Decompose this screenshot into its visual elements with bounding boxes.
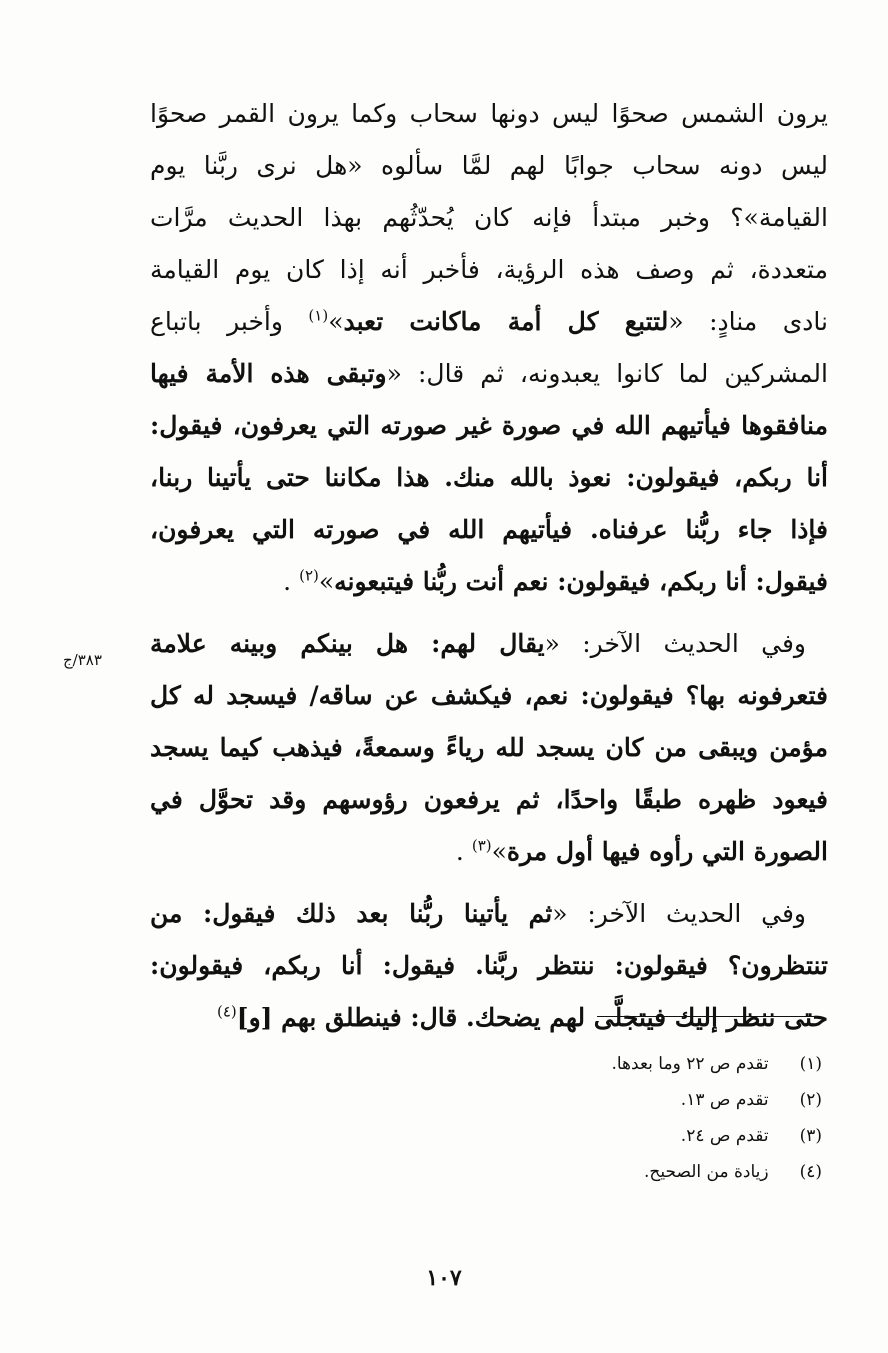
footnote bbox=[122, 1082, 822, 1118]
hadith-quote: منافقوها فيأتيهم الله في صورة غير صورته التي يعرفون، فيقول: bbox=[150, 411, 828, 440]
text-line bbox=[150, 556, 828, 608]
text-segment: وفي الحديث الآخر: « bbox=[544, 629, 806, 658]
margin-note: ٣٨٣/ج bbox=[63, 651, 102, 669]
text-line bbox=[150, 992, 828, 1044]
text-line bbox=[150, 452, 828, 504]
text-segment: » bbox=[318, 567, 335, 596]
footnote-text: تقدم ص ١٣. bbox=[680, 1090, 769, 1110]
footnote-text: تقدم ص ٢٤. bbox=[680, 1126, 769, 1146]
hadith-quote: أنا ربكم، فيقولون: نعوذ بالله منك. هذا مكاننا حتى يأتينا ربنا، bbox=[150, 463, 828, 492]
text-line bbox=[150, 826, 828, 878]
text-line bbox=[150, 940, 828, 992]
footnote-number: (٢) bbox=[799, 1090, 822, 1110]
text-segment: » bbox=[491, 837, 507, 866]
text-line bbox=[150, 296, 828, 348]
hadith-quote: الصورة التي رأوه فيها أول مرة bbox=[506, 837, 828, 866]
paragraph-gap bbox=[150, 608, 828, 618]
hadith-quote: يقال لهم: هل بينكم وبينه علامة bbox=[150, 629, 545, 658]
footnote-number: (٣) bbox=[799, 1126, 822, 1146]
hadith-quote: فيقول: أنا ربكم، فيقولون: نعم أنت ربُّنا فيتبعونه bbox=[334, 567, 828, 596]
hadith-quote: فإذا جاء ربُّنا عرفناه. فيأتيهم الله في صورته التي يعرفون، bbox=[150, 515, 828, 544]
text-line bbox=[150, 618, 828, 670]
text-segment: القيامة»؟ وخبر مبتدأ فإنه كان يُحدّثُهم بهذا الحديث مرَّات bbox=[150, 203, 828, 232]
text-line bbox=[150, 88, 828, 140]
text-line bbox=[150, 348, 828, 400]
footnote-ref[interactable]: (١) bbox=[308, 306, 329, 325]
footnote bbox=[122, 1118, 822, 1154]
text-line bbox=[150, 670, 828, 722]
text-segment: متعددة، ثم وصف هذه الرؤية، فأخبر أنه إذا كان يوم القيامة bbox=[150, 255, 828, 284]
footnote-number: (٤) bbox=[799, 1162, 822, 1182]
footnote-separator bbox=[597, 1016, 818, 1017]
footnote-text: زيادة من الصحيح. bbox=[644, 1162, 769, 1182]
text-line bbox=[150, 722, 828, 774]
hadith-quote: فيعود ظهره طبقًا واحدًا، ثم يرفعون رؤوسهم وقد تحوَّل في bbox=[150, 785, 828, 814]
text-segment: . bbox=[283, 567, 300, 596]
footnote-ref[interactable]: (٣) bbox=[471, 836, 492, 855]
footnote-ref[interactable]: (٢) bbox=[299, 566, 319, 585]
hadith-quote: حتى ننظر إليك فيتجلَّى لهم يضحك. قال: فينطلق بهم [و] bbox=[236, 1003, 828, 1032]
text-line bbox=[150, 888, 828, 940]
text-line bbox=[150, 774, 828, 826]
text-line bbox=[150, 400, 828, 452]
text-segment: وفي الحديث الآخر: « bbox=[552, 899, 806, 928]
footnotes bbox=[122, 1046, 822, 1190]
hadith-quote: فتعرفونه بها؟ فيقولون: نعم، فيكشف عن ساقه/ فيسجد له كل bbox=[150, 681, 828, 710]
text-segment: نادى منادٍ: « bbox=[668, 307, 828, 336]
text-line bbox=[150, 140, 828, 192]
footnote bbox=[122, 1046, 822, 1082]
page-number: ١٠٧ bbox=[426, 1265, 462, 1291]
text-line bbox=[150, 244, 828, 296]
text-segment: وأخبر باتباع bbox=[150, 307, 309, 336]
footnote-text: تقدم ص ٢٢ وما بعدها. bbox=[611, 1054, 769, 1074]
body-text bbox=[150, 88, 828, 1044]
text-segment: يرون الشمس صحوًا ليس دونها سحاب وكما يرون القمر صحوًا bbox=[150, 99, 828, 128]
paragraph-gap bbox=[150, 878, 828, 888]
footnote-number: (١) bbox=[799, 1054, 822, 1074]
text-segment: » bbox=[328, 307, 344, 336]
text-segment: ليس دونه سحاب جوابًا لهم لمَّا سألوه «هل نرى ربَّنا يوم bbox=[150, 151, 828, 180]
hadith-quote: لتتبع كل أمة ماكانت تعبد bbox=[343, 307, 669, 336]
hadith-quote: ثم يأتينا ربُّنا بعد ذلك فيقول: من bbox=[150, 899, 553, 928]
text-segment: . bbox=[455, 837, 472, 866]
hadith-quote: مؤمن ويبقى من كان يسجد لله رياءً وسمعةً، فيذهب كيما يسجد bbox=[150, 733, 828, 762]
footnote-ref[interactable]: (٤) bbox=[216, 1002, 237, 1021]
hadith-quote: تنتظرون؟ فيقولون: ننتظر ربَّنا. فيقول: أنا ربكم، فيقولون: bbox=[150, 951, 828, 980]
hadith-quote: وتبقى هذه الأمة فيها bbox=[150, 359, 387, 388]
text-segment: المشركين لما كانوا يعبدونه، ثم قال: « bbox=[386, 359, 828, 388]
footnote bbox=[122, 1154, 822, 1190]
text-line bbox=[150, 504, 828, 556]
text-line bbox=[150, 192, 828, 244]
